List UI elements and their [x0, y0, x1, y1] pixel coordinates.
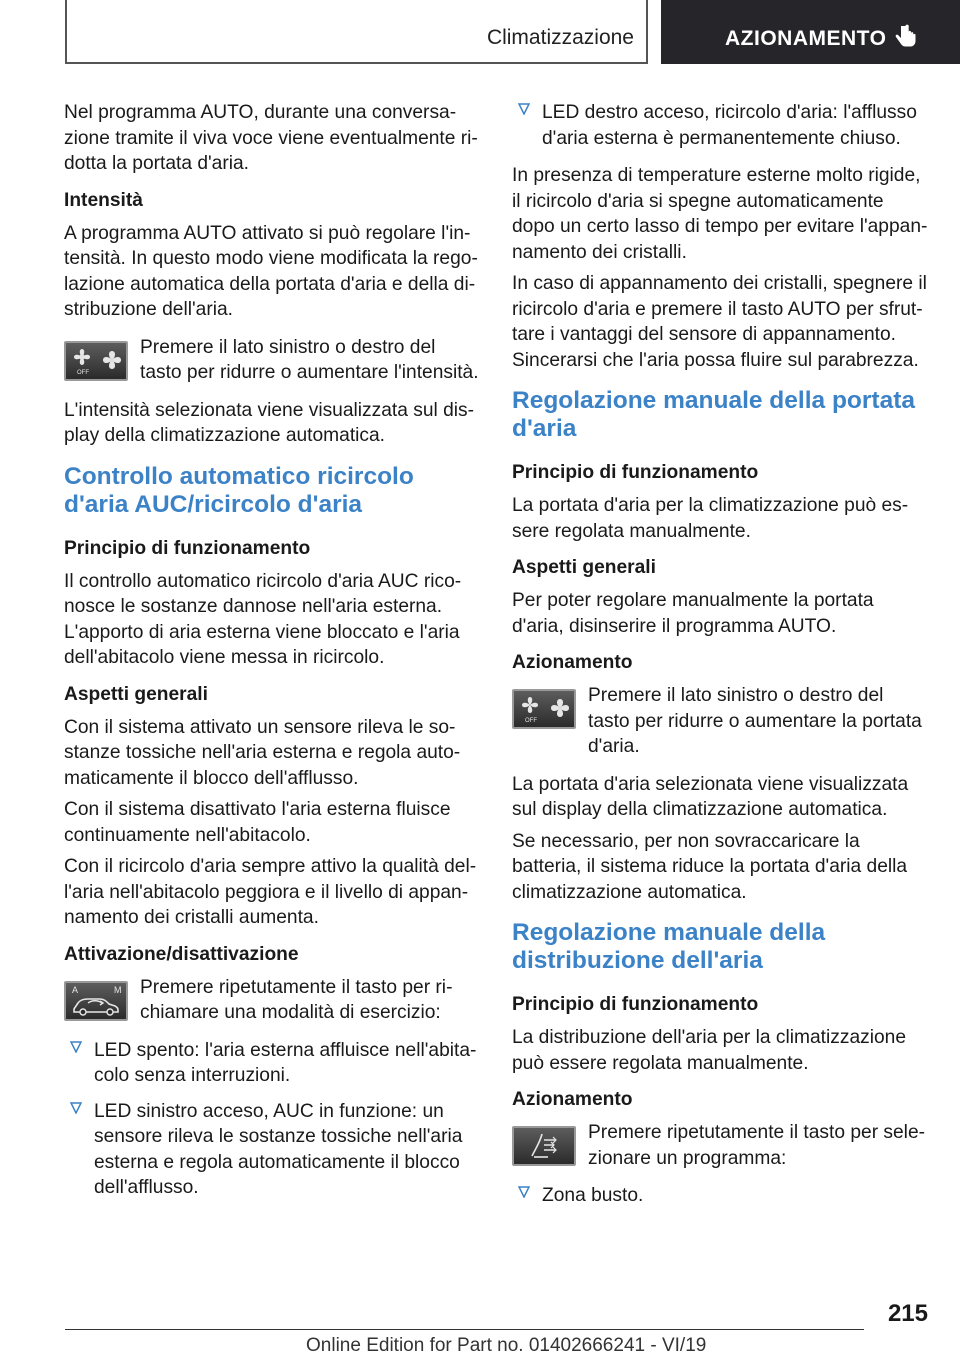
operation-step	[64, 975, 482, 1026]
subheading-azionamento: Azionamento	[512, 652, 633, 673]
right-column	[512, 100, 930, 1221]
auc-a-label: A	[72, 984, 79, 995]
triangle-bullet-icon	[518, 1186, 530, 1198]
subheading-principio: Principio di funzionamento	[64, 537, 311, 559]
header-section-title: Climatizzazione	[486, 26, 634, 49]
paragraph: L'intensità selezionata viene visualizzata sul display della climatizzazione automatica.	[64, 399, 475, 446]
hand-pointer-icon	[895, 24, 917, 50]
paragraph: In presenza di temperature esterne molto rigide, il ricircolo d'aria si spegne automaticamente dopo un certo lasso di tempo per evitare l'appannamento dei cristalli.	[512, 165, 928, 263]
operation-text: Premere il lato sinistro o destro del tasto per ridurre o aumentare l'intensità.	[140, 336, 479, 383]
paragraph: Con il sistema attivato un sensore rileva le sostanze tossiche nell'aria esterna e regola automaticamente il blocco dell'afflusso.	[64, 716, 461, 789]
list-item-text: Zona busto.	[542, 1185, 644, 1206]
list-item-text: LED sinistro acceso, AUC in funzione: un sensore rileva le sostanze tossiche nell'aria esterna e regola automaticamente il blocco dell'afflusso.	[94, 1100, 463, 1198]
section-heading-distribuzione: Regolazione manuale della distribuzione dell'aria	[512, 919, 826, 974]
paragraph: Con il ricircolo d'aria sempre attivo la qualità dell'aria nell'abitacolo peggiora e il livello di appannamento dei cristalli aumenta.	[64, 856, 477, 928]
footer-edition: Online Edition for Part no. 01402666241 - VI/19	[306, 1335, 707, 1356]
footer-divider	[65, 1329, 864, 1330]
operation-step	[512, 683, 930, 760]
subheading-principio: Principio di funzionamento	[512, 462, 759, 483]
off-label: OFF	[77, 369, 89, 376]
fan-icon	[514, 691, 574, 727]
subheading-attivazione: Attivazione/disattivazione	[64, 943, 299, 965]
operation-step	[64, 335, 482, 386]
paragraph: La portata d'aria per la climatizzazione può essere regolata manualmente.	[512, 495, 909, 542]
off-label: OFF	[525, 718, 537, 724]
subheading-azionamento: Azionamento	[512, 1089, 633, 1110]
paragraph: Se necessario, per non sovraccaricare la batteria, il sistema riduce la portata d'aria della climatizzazione automatica.	[512, 830, 908, 903]
auc-m-label: M	[114, 984, 122, 995]
operation-text: Premere ripetutamente il tasto per selezionare un programma:	[588, 1122, 926, 1169]
subheading-intensita: Intensità	[64, 189, 143, 211]
list-item	[64, 1099, 482, 1201]
subheading-principio: Principio di funzionamento	[512, 994, 759, 1015]
paragraph: Per poter regolare manualmente la portata d'aria, disinserire il programma AUTO.	[512, 590, 874, 637]
paragraph: Il controllo automatico ricircolo d'aria AUC riconosce le sostanze dannose nell'aria esterna. L'apporto di aria esterna viene bloccato e l'aria dell'abitacolo viene messa in ricircolo.	[64, 570, 462, 668]
air-distribution-button-image	[512, 1126, 576, 1166]
air-distribution-icon	[514, 1128, 574, 1164]
mode-list-continued	[512, 100, 930, 151]
header-chapter-title: AZIONAMENTO	[725, 27, 887, 50]
triangle-bullet-icon	[70, 1102, 82, 1114]
operation-text: Premere ripetutamente il tasto per richiamare una modalità di esercizio:	[140, 976, 453, 1023]
triangle-bullet-icon	[518, 103, 530, 115]
left-column	[64, 100, 482, 1213]
list-item	[512, 100, 930, 151]
section-heading-portata: Regolazione manuale della portata d'aria	[512, 387, 915, 442]
page-number: 215	[887, 1300, 928, 1327]
list-item-text: LED spento: l'aria esterna affluisce nell'abitacolo senza interruzioni.	[94, 1039, 477, 1086]
paragraph: Nel programma AUTO, durante una conversazione tramite il viva voce viene eventualmente ridotta la portata d'aria.	[64, 102, 478, 174]
paragraph: A programma AUTO attivato si può regolare l'intensità. In questo modo viene modificata la regolazione automatica della portata d'aria e della distribuzione dell'aria.	[64, 222, 478, 320]
triangle-bullet-icon	[70, 1041, 82, 1053]
mode-list	[64, 1038, 482, 1201]
paragraph: In caso di appannamento dei cristalli, spegnere il ricircolo d'aria e premere il tasto AUTO per sfruttare i vantaggi del sensore di appannamento. Sincerarsi che l'aria possa fluire sul parabrezza.	[512, 273, 927, 371]
operation-step	[512, 1120, 930, 1171]
fan-button-image	[64, 341, 128, 381]
list-item-text: LED destro acceso, ricircolo d'aria: l'afflusso d'aria esterna è permanentemente chiuso.	[542, 102, 917, 149]
paragraph: La distribuzione dell'aria per la climatizzazione può essere regolata manualmente.	[512, 1027, 907, 1074]
fan-button-image	[512, 689, 576, 729]
list-item	[64, 1038, 482, 1089]
operation-text: Premere il lato sinistro o destro del tasto per ridurre o aumentare la portata d'aria.	[588, 685, 922, 757]
fan-icon	[66, 343, 126, 379]
paragraph: Con il sistema disattivato l'aria esterna fluisce continuamente nell'abitacolo.	[64, 799, 451, 846]
header-chapter-tab	[661, 0, 960, 64]
program-list	[512, 1183, 930, 1209]
subheading-aspetti: Aspetti generali	[64, 683, 208, 705]
subheading-aspetti: Aspetti generali	[512, 557, 656, 578]
car-recirculation-icon	[66, 983, 126, 1019]
header-section-box	[65, 0, 648, 64]
section-heading-auc: Controllo automatico ricircolo d'aria AUC/ricircolo d'aria	[64, 462, 414, 518]
recirculation-button-image	[64, 981, 128, 1021]
paragraph: La portata d'aria selezionata viene visualizzata sul display della climatizzazione automatica.	[512, 773, 909, 820]
list-item	[512, 1183, 930, 1209]
